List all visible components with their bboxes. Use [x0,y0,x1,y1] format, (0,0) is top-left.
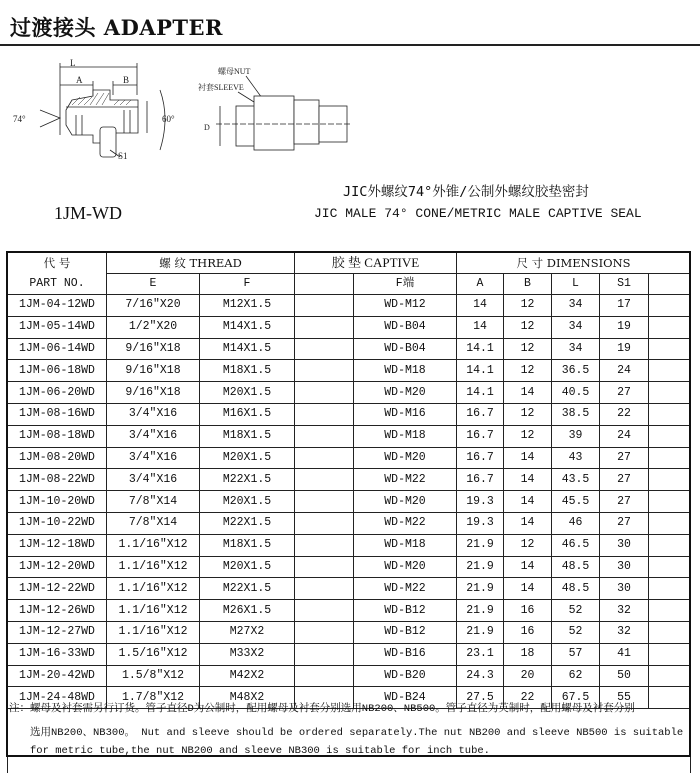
svg-text:B: B [123,75,130,85]
cell-e: 9/16″X18 [107,338,200,360]
cell-blank [295,425,354,447]
cell-part: 1JM-16-33WD [8,643,107,665]
table-row [8,469,691,491]
table-row [8,425,691,447]
cell-e: 7/8″X14 [107,491,200,513]
cell-seal: WD-M18 [354,425,457,447]
cell-a: 14 [457,316,504,338]
cell-part: 1JM-06-14WD [8,338,107,360]
cell-b: 14 [504,578,552,600]
header-captive-blank [295,274,354,295]
cell-blank [649,534,691,556]
cell-b: 12 [504,360,552,382]
note-line-3: for metric tube,the nut NB200 and sleeve NB300 is suitable for inch tube. [30,745,490,757]
cell-blank [295,316,354,338]
svg-text:螺母NUT: 螺母NUT [218,67,251,76]
cell-l: 62 [552,665,600,687]
cell-b: 14 [504,382,552,404]
cell-f: M16X1.5 [200,403,295,425]
cell-l: 52 [552,600,600,622]
cell-l: 39 [552,425,600,447]
cell-b: 12 [504,403,552,425]
header-e: E [107,274,200,295]
cell-blank [295,643,354,665]
cell-e: 1.5/16″X12 [107,643,200,665]
header-row-1 [8,253,691,274]
cell-f: M12X1.5 [200,295,295,317]
cell-part: 1JM-24-48WD [8,687,107,709]
cell-f: M14X1.5 [200,316,295,338]
cell-blank [649,403,691,425]
cell-a: 21.9 [457,621,504,643]
cell-blank [649,425,691,447]
cell-seal: WD-M16 [354,403,457,425]
cell-b: 14 [504,447,552,469]
cell-s1: 22 [600,403,649,425]
cell-blank [649,621,691,643]
cell-b: 14 [504,512,552,534]
cell-f: M20X1.5 [200,556,295,578]
cell-b: 12 [504,316,552,338]
cell-f: M42X2 [200,665,295,687]
cell-s1: 55 [600,687,649,709]
cell-b: 14 [504,491,552,513]
cell-s1: 30 [600,534,649,556]
spec-table [7,252,691,773]
cell-blank [649,687,691,709]
table-row [8,491,691,513]
cell-part: 1JM-12-20WD [8,556,107,578]
cell-e: 1.1/16″X12 [107,621,200,643]
svg-text:S1: S1 [118,151,128,161]
header-f: F [200,274,295,295]
cell-e: 7/16″X20 [107,295,200,317]
cell-e: 1.1/16″X12 [107,534,200,556]
cell-blank [649,447,691,469]
table-row [8,665,691,687]
cell-seal: WD-M22 [354,512,457,534]
table-row [8,621,691,643]
svg-text:60°: 60° [162,114,175,124]
cell-a: 14 [457,295,504,317]
cell-part: 1JM-12-27WD [8,621,107,643]
cell-a: 14.1 [457,360,504,382]
cell-blank [295,447,354,469]
cell-e: 9/16″X18 [107,360,200,382]
cell-a: 21.9 [457,578,504,600]
table-row [8,578,691,600]
cell-blank [295,469,354,491]
cell-s1: 32 [600,621,649,643]
cell-l: 48.5 [552,578,600,600]
cell-blank [295,600,354,622]
cell-l: 40.5 [552,382,600,404]
cell-b: 14 [504,556,552,578]
cell-f: M22X1.5 [200,578,295,600]
table-row [8,643,691,665]
cell-b: 14 [504,469,552,491]
table-row [8,600,691,622]
cell-blank [295,512,354,534]
cell-f: M18X1.5 [200,360,295,382]
header-s1: S1 [600,274,649,295]
cell-seal: WD-B24 [354,687,457,709]
cell-seal: WD-M20 [354,556,457,578]
cell-seal: WD-B20 [354,665,457,687]
cell-a: 16.7 [457,425,504,447]
cell-s1: 19 [600,316,649,338]
header-l: L [552,274,600,295]
cell-part: 1JM-08-20WD [8,447,107,469]
table-row [8,556,691,578]
cell-part: 1JM-20-42WD [8,665,107,687]
cell-f: M22X1.5 [200,512,295,534]
cell-e: 1.1/16″X12 [107,556,200,578]
cell-blank [649,556,691,578]
table-row [8,316,691,338]
cell-s1: 19 [600,338,649,360]
cell-a: 21.9 [457,600,504,622]
cell-blank [649,382,691,404]
note-line-2: 选用NB200、NB300。 Nut and sleeve should be ordered separately.The nut NB200 and sleeve NB500 is suitable [30,727,684,739]
cell-s1: 24 [600,425,649,447]
cell-part: 1JM-12-18WD [8,534,107,556]
cell-b: 12 [504,425,552,447]
title-divider [0,44,700,46]
cell-blank [649,512,691,534]
cell-f: M26X1.5 [200,600,295,622]
cell-e: 1.5/8″X12 [107,665,200,687]
cell-l: 34 [552,338,600,360]
cell-b: 20 [504,665,552,687]
table-row [8,338,691,360]
table-row [8,447,691,469]
cell-b: 12 [504,338,552,360]
cell-f: M48X2 [200,687,295,709]
svg-text:74°: 74° [13,114,26,124]
cell-e: 1.1/16″X12 [107,600,200,622]
cell-seal: WD-M20 [354,491,457,513]
header-b: B [504,274,552,295]
cell-blank [649,316,691,338]
cell-f: M20X1.5 [200,491,295,513]
header-captive: 胶 垫 CAPTIVE [295,253,457,274]
cell-seal: WD-M22 [354,469,457,491]
cell-l: 38.5 [552,403,600,425]
cell-blank [295,491,354,513]
cell-blank [295,295,354,317]
cell-seal: WD-M18 [354,360,457,382]
cell-e: 7/8″X14 [107,512,200,534]
table-row [8,382,691,404]
cell-f: M14X1.5 [200,338,295,360]
cell-b: 12 [504,295,552,317]
cell-b: 16 [504,600,552,622]
cell-blank [295,338,354,360]
cell-f: M20X1.5 [200,382,295,404]
header-dimensions: 尺 寸 DIMENSIONS [457,253,691,274]
cell-s1: 24 [600,360,649,382]
cell-part: 1JM-10-22WD [8,512,107,534]
cell-l: 46 [552,512,600,534]
cell-part: 1JM-12-22WD [8,578,107,600]
adapter-drawing [10,55,180,165]
cell-blank [649,578,691,600]
cell-l: 34 [552,295,600,317]
cell-l: 57 [552,643,600,665]
cell-l: 36.5 [552,360,600,382]
cell-a: 19.3 [457,491,504,513]
cell-b: 18 [504,643,552,665]
dim-L: L [70,58,76,68]
cell-blank [295,556,354,578]
cell-a: 16.7 [457,469,504,491]
notes-row [8,709,691,773]
subtitle-english: JIC MALE 74° CONE/METRIC MALE CAPTIVE SEAL [314,206,642,221]
cell-l: 48.5 [552,556,600,578]
cell-s1: 27 [600,382,649,404]
note-line-1: 注：螺母及衬套需另行订货。管子直径D为公制时，配用螺母及衬套分别选用NB200、NB500。管子直径为英制时，配用螺母及衬套分别 [9,703,635,715]
page-title: 过渡接头 ADAPTER [10,15,223,40]
cell-e: 3/4″X16 [107,469,200,491]
cell-blank [295,534,354,556]
svg-text:D: D [204,123,210,132]
svg-text:衬套SLEEVE: 衬套SLEEVE [198,83,244,92]
header-part-en: PART NO. [8,274,107,295]
cell-e: 3/4″X16 [107,425,200,447]
cell-a: 14.1 [457,382,504,404]
cell-part: 1JM-04-12WD [8,295,107,317]
cell-blank [295,360,354,382]
cell-e: 9/16″X18 [107,382,200,404]
cell-e: 1.1/16″X12 [107,578,200,600]
cell-e: 3/4″X16 [107,447,200,469]
cell-s1: 32 [600,600,649,622]
cell-part: 1JM-08-18WD [8,425,107,447]
cell-part: 1JM-06-20WD [8,382,107,404]
header-part-cn: 代 号 [8,253,107,274]
cell-part: 1JM-12-26WD [8,600,107,622]
series-code: 1JM-WD [54,203,122,223]
cell-blank [295,665,354,687]
cell-a: 27.5 [457,687,504,709]
table-row [8,512,691,534]
cell-s1: 30 [600,578,649,600]
cell-a: 16.7 [457,447,504,469]
cell-a: 21.9 [457,534,504,556]
cell-part: 1JM-08-22WD [8,469,107,491]
assembly-drawing [196,60,356,170]
svg-text:A: A [76,75,83,85]
cell-seal: WD-B12 [354,600,457,622]
cell-blank [649,665,691,687]
cell-l: 34 [552,316,600,338]
cell-f: M22X1.5 [200,469,295,491]
cell-l: 52 [552,621,600,643]
cell-s1: 27 [600,512,649,534]
cell-a: 19.3 [457,512,504,534]
cell-b: 22 [504,687,552,709]
cell-f: M33X2 [200,643,295,665]
cell-a: 16.7 [457,403,504,425]
cell-seal: WD-M20 [354,382,457,404]
cell-seal: WD-M18 [354,534,457,556]
subtitle-chinese: JIC外螺纹74°外锥/公制外螺纹胶垫密封 [343,184,589,200]
cell-blank [649,338,691,360]
cell-blank [295,403,354,425]
cell-blank [649,491,691,513]
cell-s1: 41 [600,643,649,665]
cell-e: 1.7/8″X12 [107,687,200,709]
header-extra [649,274,691,295]
cell-f: M27X2 [200,621,295,643]
cell-e: 3/4″X16 [107,403,200,425]
cell-b: 16 [504,621,552,643]
cell-blank [649,469,691,491]
cell-l: 43 [552,447,600,469]
cell-s1: 17 [600,295,649,317]
cell-f: M20X1.5 [200,447,295,469]
cell-seal: WD-M12 [354,295,457,317]
cell-s1: 30 [600,556,649,578]
cell-blank [649,643,691,665]
cell-a: 21.9 [457,556,504,578]
cell-l: 46.5 [552,534,600,556]
cell-blank [295,382,354,404]
cell-e: 1/2″X20 [107,316,200,338]
cell-f: M18X1.5 [200,425,295,447]
cell-f: M18X1.5 [200,534,295,556]
header-f-end: F端 [354,274,457,295]
cell-blank [649,295,691,317]
cell-blank [295,578,354,600]
cell-a: 14.1 [457,338,504,360]
table-row [8,360,691,382]
cell-part: 1JM-05-14WD [8,316,107,338]
cell-seal: WD-B04 [354,338,457,360]
cell-part: 1JM-10-20WD [8,491,107,513]
cell-a: 23.1 [457,643,504,665]
cell-seal: WD-B16 [354,643,457,665]
cell-blank [649,600,691,622]
cell-s1: 27 [600,469,649,491]
cell-seal: WD-M22 [354,578,457,600]
cell-s1: 27 [600,491,649,513]
header-a: A [457,274,504,295]
cell-seal: WD-M20 [354,447,457,469]
cell-b: 12 [504,534,552,556]
header-row-2 [8,274,691,295]
cell-seal: WD-B12 [354,621,457,643]
cell-a: 24.3 [457,665,504,687]
cell-part: 1JM-08-16WD [8,403,107,425]
table-row [8,295,691,317]
cell-blank [295,621,354,643]
cell-l: 45.5 [552,491,600,513]
table-row [8,403,691,425]
cell-part: 1JM-06-18WD [8,360,107,382]
header-thread: 螺 纹 THREAD [107,253,295,274]
cell-seal: WD-B04 [354,316,457,338]
cell-l: 43.5 [552,469,600,491]
cell-s1: 27 [600,447,649,469]
cell-s1: 50 [600,665,649,687]
cell-blank [649,360,691,382]
table-row [8,534,691,556]
cell-l: 67.5 [552,687,600,709]
